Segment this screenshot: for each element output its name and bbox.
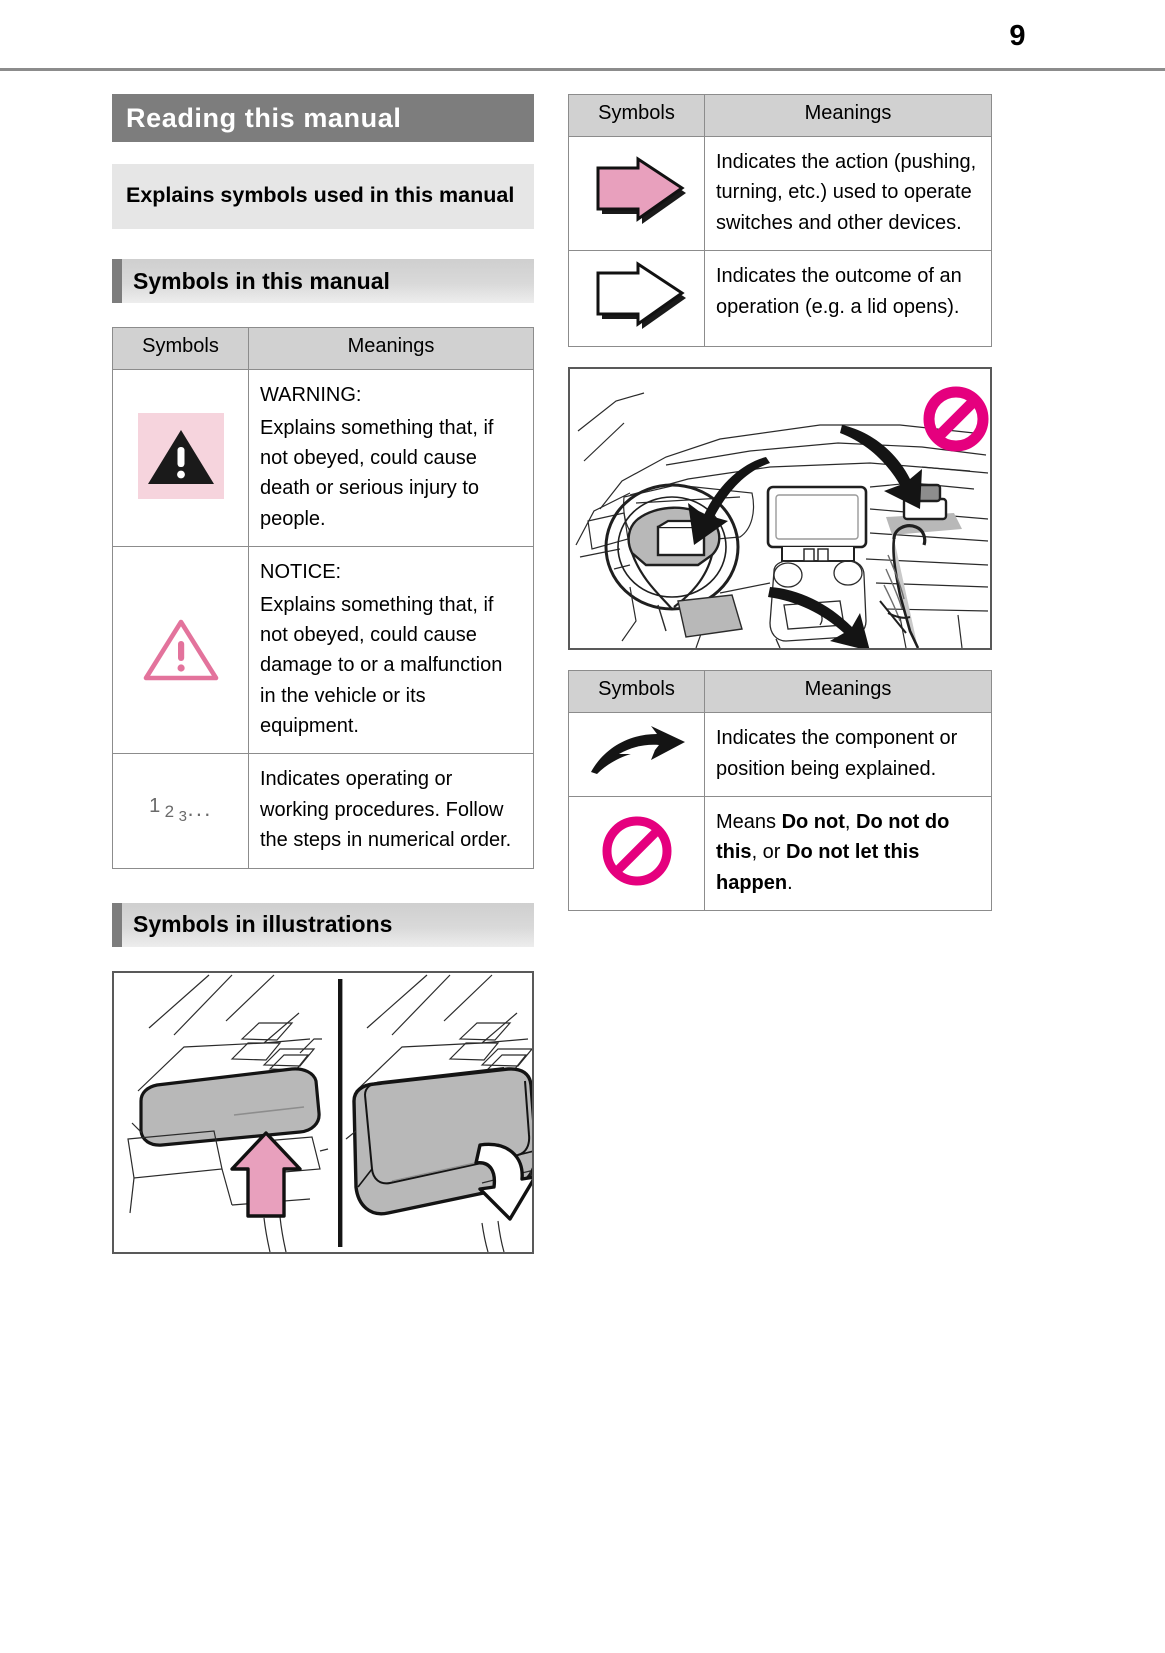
table-row (113, 370, 534, 547)
notice-symbol-cell (113, 547, 249, 754)
column-header-meanings: Meanings (249, 328, 534, 370)
chapter-title-bar (112, 94, 534, 142)
curved-arrow-symbol-cell (569, 713, 705, 797)
prohibition-bold-1: Do not (781, 810, 845, 833)
prohibition-bold-3: Do not let this happen (716, 841, 920, 894)
table-row (113, 754, 534, 868)
subsection-symbols-in-illustrations (112, 903, 534, 947)
prohibition-mid-2: , or (751, 841, 787, 864)
prohibition-meaning-cell (705, 796, 992, 910)
left-column (112, 94, 534, 1254)
numeric-sequence-meaning-cell (249, 754, 534, 868)
table-header-row (569, 671, 992, 713)
section-heading-block (112, 164, 534, 229)
table-row (569, 713, 992, 797)
page-header (0, 0, 1165, 72)
table-header-row (569, 95, 992, 137)
white-arrow-symbol-cell (569, 251, 705, 347)
chapter-title: Reading this manual (126, 102, 402, 133)
white-block-arrow-right-icon (585, 320, 689, 337)
multimedia-display (768, 487, 866, 561)
prohibition-mid-1: , (844, 810, 857, 833)
numeric-sequence-symbol-cell (113, 754, 249, 868)
numeric-sequence-meaning-body: Indicates operating or working procedures. Follow the steps in numerical order. (260, 768, 512, 852)
notice-meaning-body: Explains something that, if not obeyed, could cause damage to or a malfunction in the vehicle or its equipment. (260, 593, 503, 738)
pink-arrow-meaning-cell (705, 137, 992, 251)
glovebox-illustration (112, 971, 534, 1254)
column-header-symbols: Symbols (569, 95, 705, 137)
pink-arrow-symbol-cell (569, 137, 705, 251)
warning-meaning-title: WARNING: (260, 384, 362, 407)
prohibition-suffix: . (787, 871, 793, 894)
subsection-title: Symbols in this manual (133, 267, 390, 294)
column-header-symbols: Symbols (569, 671, 705, 713)
manual-symbols-table (112, 327, 534, 868)
table-row (113, 547, 534, 754)
curved-arrow-meaning-body: Indicates the component or position being explained. (716, 727, 958, 780)
white-arrow-meaning-body: Indicates the outcome of an operation (e.g. a lid opens). (716, 265, 962, 318)
column-header-meanings: Meanings (705, 671, 992, 713)
subsection-symbols-in-this-manual (112, 259, 534, 303)
notice-triangle-icon (138, 675, 224, 692)
right-column (568, 94, 992, 911)
prohibition-prefix: Means (716, 810, 782, 833)
warning-symbol-cell (113, 370, 249, 547)
prohibition-meaning-body (716, 807, 981, 898)
notice-meaning-cell (249, 547, 534, 754)
subsection-accent-tab (112, 903, 122, 947)
illustration-symbols-table-top (568, 94, 992, 347)
warning-triangle-icon (138, 486, 224, 503)
pink-arrow-meaning-body: Indicates the action (pushing, turning, etc.) used to operate switches and other devices. (716, 151, 977, 234)
dashboard-illustration (568, 367, 992, 650)
section-title: Explains symbols used in this manual (126, 183, 515, 207)
table-row (569, 796, 992, 910)
warning-meaning-body: Explains something that, if not obeyed, could cause death or serious injury to people. (260, 416, 494, 530)
prohibition-bold-2: Do not do this (716, 810, 950, 864)
white-arrow-meaning-cell (705, 251, 992, 347)
pink-block-arrow-right-icon (585, 215, 689, 232)
warning-meaning-cell (249, 370, 534, 547)
column-header-meanings: Meanings (705, 95, 992, 137)
subsection-title: Symbols in illustrations (133, 911, 393, 938)
subsection-accent-tab (112, 259, 122, 303)
table-header-row (113, 328, 534, 370)
table-row (569, 251, 992, 347)
header-divider (0, 68, 1165, 71)
numeric-sequence-icon: 1 2 3··· (149, 795, 212, 827)
black-curved-arrow-icon (585, 767, 689, 784)
prohibition-sign-icon (598, 877, 676, 894)
divider-line (338, 979, 342, 1247)
notice-meaning-title: NOTICE: (260, 561, 342, 584)
prohibition-symbol-cell (569, 796, 705, 910)
table-row (569, 137, 992, 251)
page-number: 9 (1009, 20, 1025, 52)
column-header-symbols: Symbols (113, 328, 249, 370)
curved-arrow-meaning-cell (705, 713, 992, 797)
illustration-symbols-table-bottom (568, 670, 992, 911)
